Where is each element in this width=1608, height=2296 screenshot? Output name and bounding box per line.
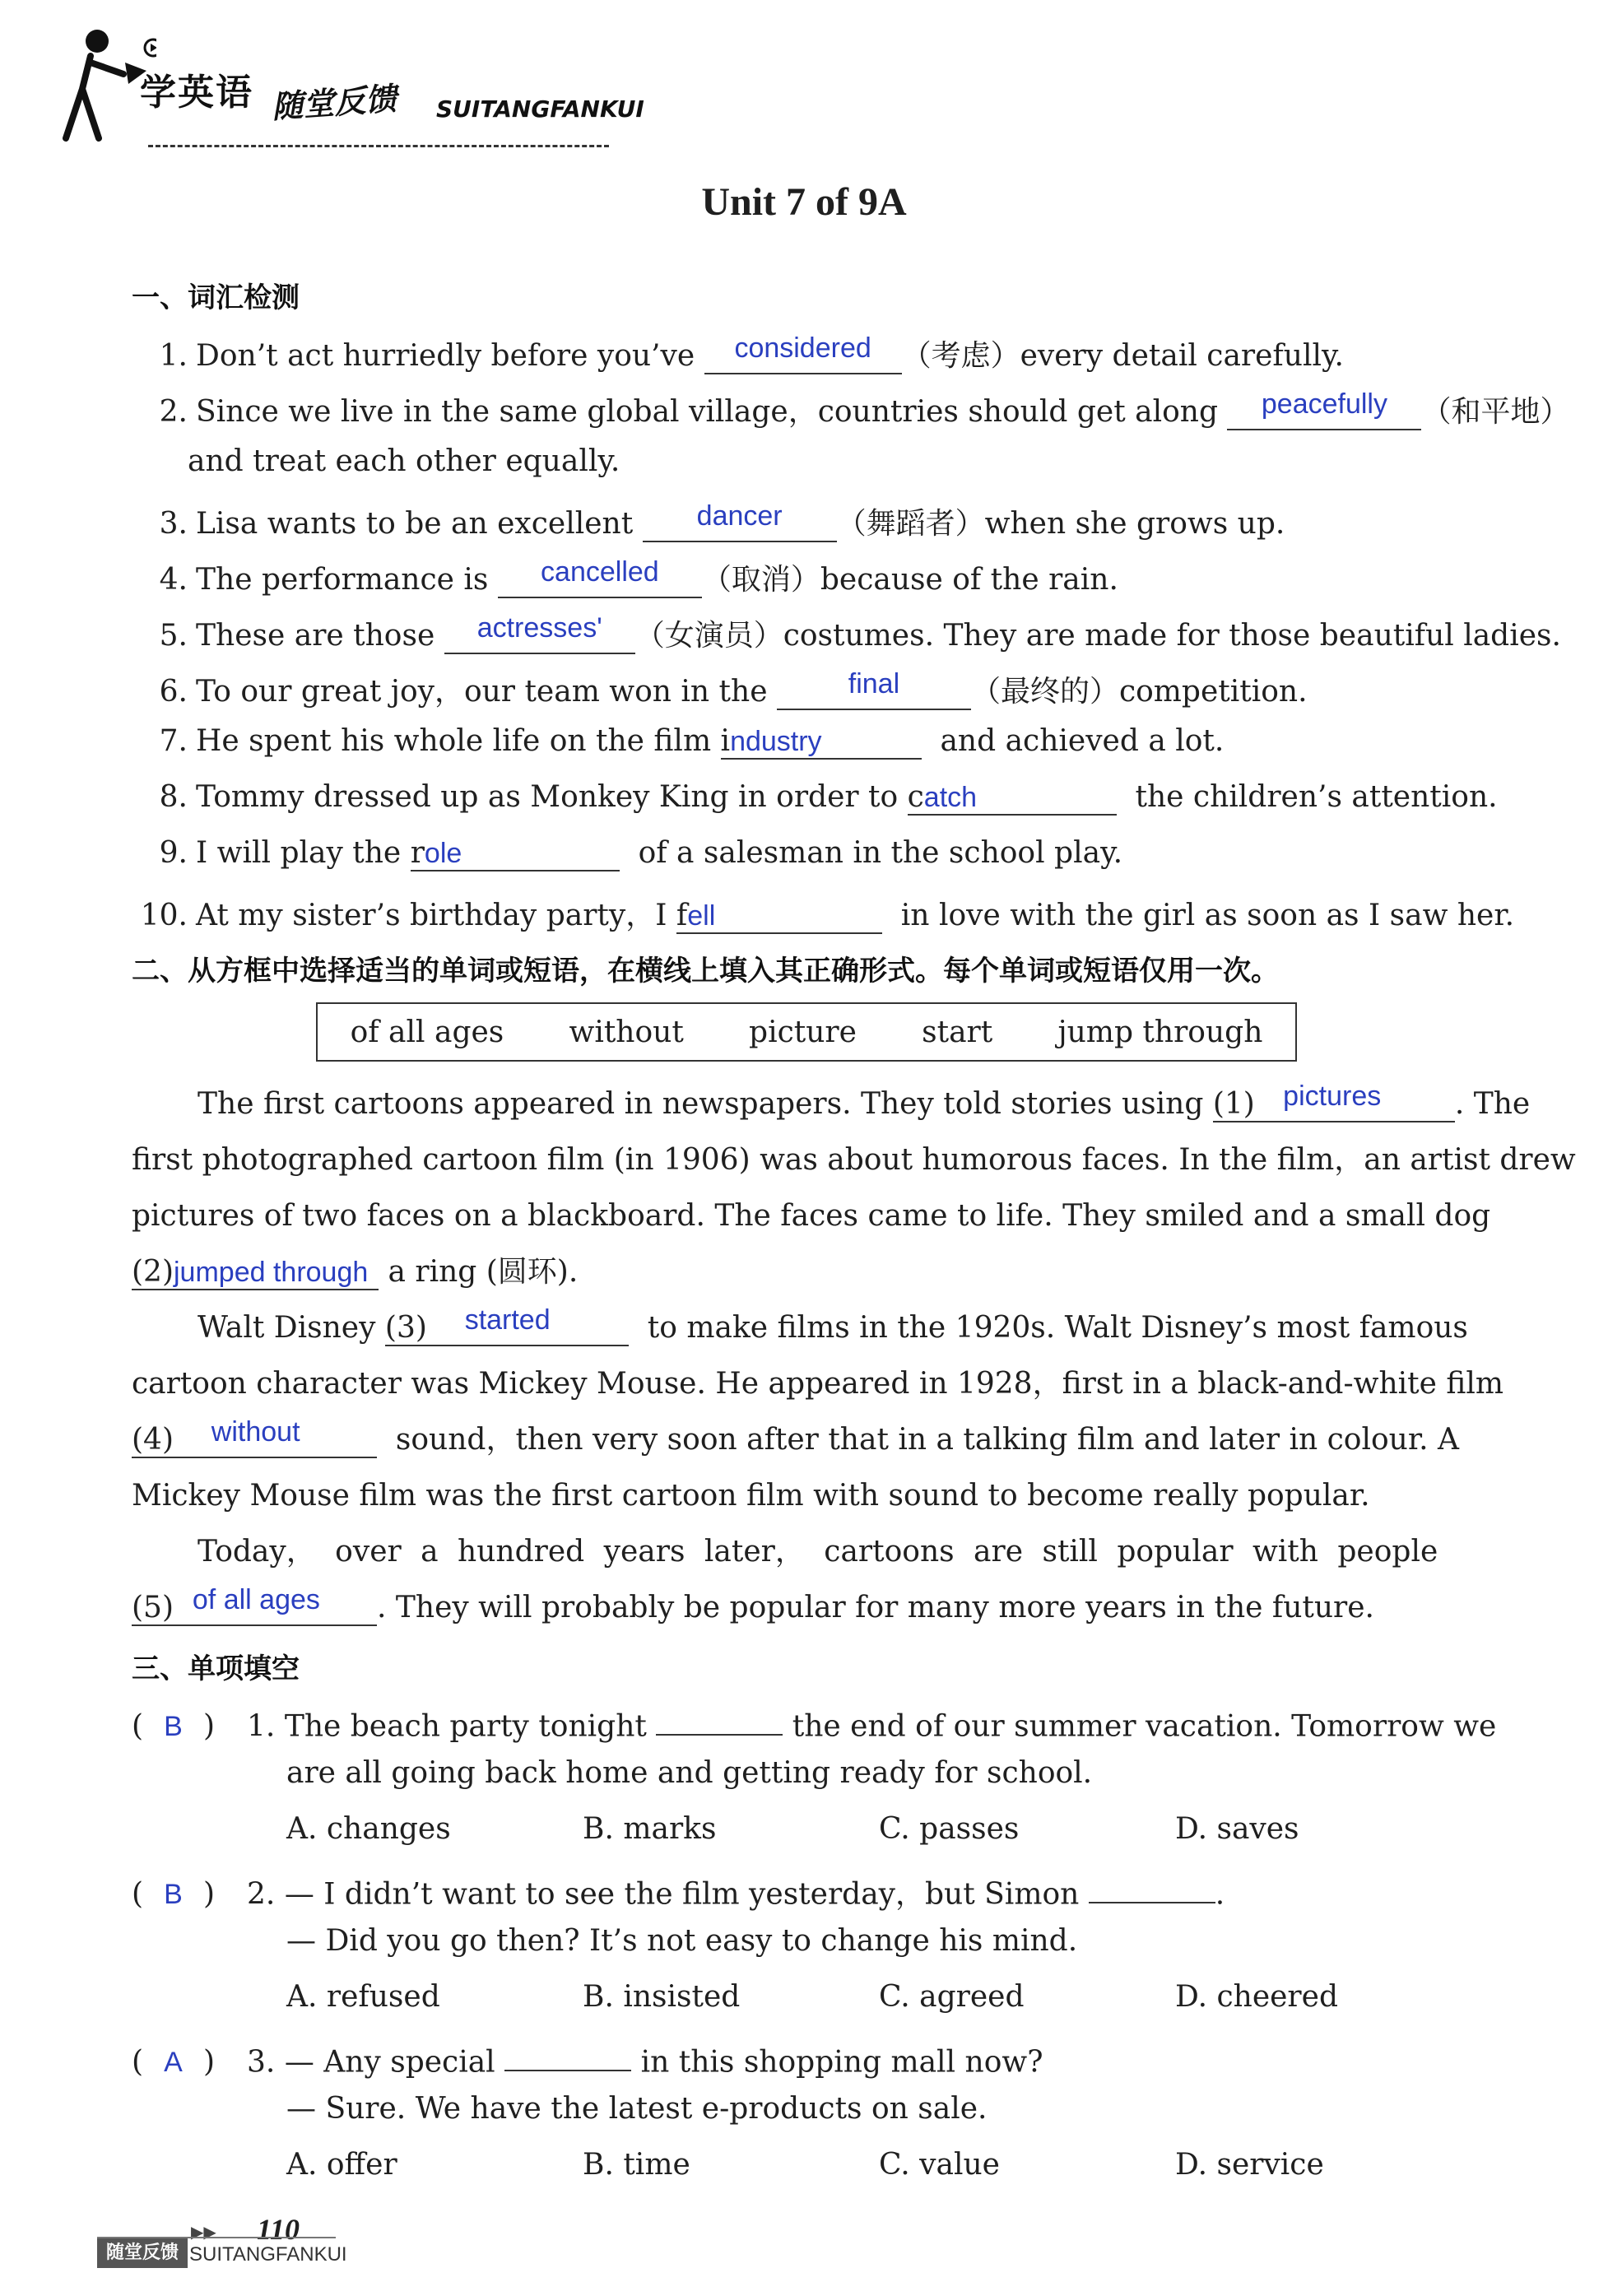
answer-blank[interactable]: role [411, 836, 620, 871]
word-bank-box [316, 1002, 1297, 1062]
answer-blank[interactable]: catch [908, 780, 1117, 816]
answer-blank[interactable]: peacefully [1227, 395, 1421, 430]
answer-blank[interactable]: dancer [643, 507, 837, 542]
answer-blank[interactable]: cancelled [498, 563, 702, 598]
option-b[interactable]: B. insisted [583, 1980, 741, 2014]
mc-question-3-options [286, 2148, 1481, 2182]
answer-blank[interactable] [1089, 1868, 1215, 1903]
answer-blank[interactable]: industry [721, 724, 922, 760]
answer-blank[interactable]: fell [676, 899, 882, 934]
answer-blank[interactable]: actresses' [444, 619, 635, 654]
cloze-blank-1[interactable]: (1) pictures [1213, 1087, 1455, 1122]
answer-blank[interactable]: considered [704, 339, 902, 374]
vocab-item-4: 4. The performance is cancelled （取消）because of the rain. [132, 556, 1481, 598]
mc-question-2-line-2: — Did you go then? It’s not easy to change his mind. [286, 1924, 1078, 1958]
brand-sub: 随堂反馈 [270, 80, 398, 126]
cloze-blank-5[interactable]: (5) of all ages [132, 1591, 377, 1626]
cloze-blank-3[interactable]: (3) started [385, 1311, 629, 1346]
option-d[interactable]: D. saves [1175, 1812, 1299, 1846]
vocab-item-9: 9. I will play the role of a salesman in the school play. [132, 836, 1481, 871]
mc-question-1-options [286, 1812, 1481, 1846]
brand-pinyin: SUITANGFANKUI [436, 95, 644, 123]
answer-blank[interactable]: final [777, 675, 971, 710]
mc-question-3-line-2: — Sure. We have the latest e-products on sale. [286, 2092, 988, 2126]
mc-question-3: ( A ) 3. — Any special in this shopping mall now? [132, 2036, 1481, 2079]
header-logo [58, 23, 650, 146]
brand-main: 学英语 [140, 72, 253, 114]
section-1-heading: 一、词汇检测 [132, 281, 300, 314]
cloze-blank-2[interactable]: (2)jumped through [132, 1255, 379, 1290]
option-c[interactable]: C. agreed [879, 1980, 1025, 2014]
vocab-item-3: 3. Lisa wants to be an excellent dancer （舞蹈者）when she grows up. [132, 500, 1481, 542]
option-a[interactable]: A. refused [286, 1980, 440, 2014]
double-arrow-icon: ▶▶ [191, 2222, 216, 2242]
vocab-item-6: 6. To our great joy，our team won in the final （最终的）competition. [132, 668, 1481, 710]
section-2-heading: 二、从方框中选择适当的单词或短语，在横线上填入其正确形式。每个单词或短语仅用一次。 [132, 955, 1279, 988]
word-bank-item: jump through [1057, 1015, 1263, 1049]
word-bank-item: start [922, 1015, 993, 1049]
footer-logo: 随堂反馈 [97, 2238, 188, 2268]
vocab-item-7: 7. He spent his whole life on the film industry and achieved a lot. [132, 724, 1481, 760]
word-bank-item: picture [749, 1015, 857, 1049]
page-title: Unit 7 of 9A [701, 180, 907, 224]
option-d[interactable]: D. service [1175, 2148, 1324, 2182]
option-c[interactable]: C. value [879, 2148, 1000, 2182]
mc-question-2-options [286, 1980, 1481, 2014]
mc-question-1-line-2: are all going back home and getting ready for school. [286, 1756, 1093, 1790]
option-a[interactable]: A. changes [286, 1812, 451, 1846]
mc-answer[interactable]: A [164, 2047, 183, 2079]
vocab-item-8: 8. Tommy dressed up as Monkey King in order to catch the children’s attention. [132, 780, 1481, 816]
footer-logo-pinyin: SUITANGFANKUI [189, 2243, 347, 2266]
answer-blank[interactable] [504, 2036, 631, 2071]
vocab-item-10: 10. At my sister’s birthday party，I fell in love with the girl as soon as I saw her. [132, 892, 1481, 934]
word-bank-item: without [569, 1015, 684, 1049]
cloze-blank-4[interactable]: (4) without [132, 1423, 377, 1458]
option-a[interactable]: A. offer [286, 2148, 397, 2182]
option-d[interactable]: D. cheered [1175, 1980, 1338, 2014]
mc-question-1: ( B ) 1. The beach party tonight the end of our summer vacation. Tomorrow we [132, 1700, 1481, 1743]
mc-answer[interactable]: B [164, 1711, 183, 1743]
mc-answer[interactable]: B [164, 1879, 183, 1911]
vocab-item-2-continued: and treat each other equally. [188, 444, 620, 478]
mc-question-2: ( B ) 2. — I didn’t want to see the film yesterday，but Simon . [132, 1868, 1481, 1913]
vocab-item-1: 1. Don’t act hurriedly before you’ve considered （考虑）every detail carefully. [132, 332, 1481, 374]
option-b[interactable]: B. time [583, 2148, 690, 2182]
option-b[interactable]: B. marks [583, 1812, 717, 1846]
word-bank-item: of all ages [350, 1015, 504, 1049]
vocab-item-2: 2. Since we live in the same global village，countries should get along peacefully （和平地） [132, 388, 1481, 430]
vocab-item-5: 5. These are those actresses' （女演员）costumes. They are made for those beautiful ladies. [132, 612, 1481, 654]
section-3-heading: 三、单项填空 [132, 1652, 300, 1685]
page-number: 110 [257, 2213, 300, 2246]
cloze-passage: The first cartoons appeared in newspapers. They told stories using (1) pictures . The first photographed cartoon film (in 1906) was about humorous faces. In the film，an artist drew pictures of two faces on a blackboard. The faces came to life. They smiled and a small dog (2)jumped through a ring (圆环). Walt Disney (3) started to make films in the 1920s. Walt Disney’s most famous cartoon character was Mickey Mouse. He appeared in 1928，first in a black-and-white film (4) without sound，then very soon after that in a talking film and later in colour. A Mickey Mouse film was the first cartoon film with sound to become really popular. Today， over a hundred years later， cartoons are still popular with people (5) of all ages . They will probably be popular for many more years in the future. [132, 1076, 1481, 1636]
answer-blank[interactable] [656, 1700, 783, 1736]
header-divider [148, 145, 609, 147]
option-c[interactable]: C. passes [879, 1812, 1020, 1846]
